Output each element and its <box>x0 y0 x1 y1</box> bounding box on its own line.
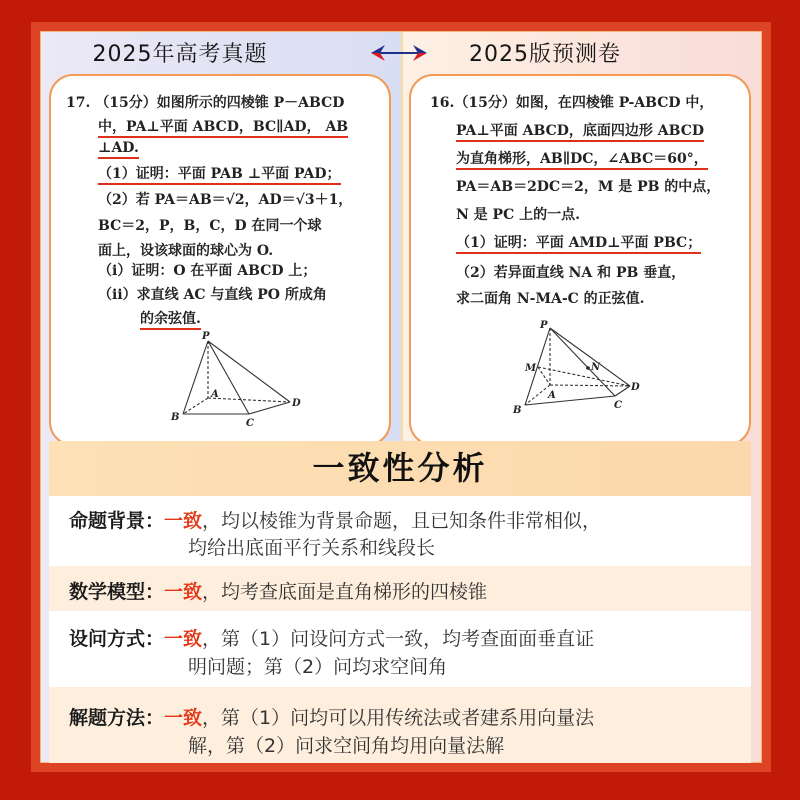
row-label: 设问方式： <box>69 628 165 650</box>
pyramid-figure-right <box>510 318 650 418</box>
condition-underlined: 为直角梯形，AB∥DC，∠ABC＝60°， <box>456 151 708 170</box>
question-line: N 是 PC 上的一点. <box>456 207 580 223</box>
question-line <box>456 232 701 252</box>
question-line <box>456 148 708 168</box>
row-text: ，第（1）问均可以用传统法或者建系用向量法 <box>202 707 595 729</box>
analysis-row-background <box>49 496 751 566</box>
question-line: BC＝2，P，B，C，D 在同一个球 <box>98 218 322 234</box>
analysis-row-question-style <box>49 611 751 687</box>
question-line <box>140 308 201 328</box>
pyramid-figure-left <box>165 330 315 430</box>
condition-underlined: PA⊥平面 ABCD，底面四边形 ABCD <box>456 123 704 142</box>
svg-text:C: C <box>614 400 622 411</box>
row-text-continued: 明问题；第（2）问均求空间角 <box>188 656 448 678</box>
question-line <box>98 140 139 156</box>
question-line <box>98 163 341 183</box>
question-line <box>98 116 348 136</box>
part1-underlined: （1）证明：平面 PAB ⊥平面 PAD； <box>98 166 341 185</box>
question-line <box>456 120 704 140</box>
double-arrow-icon <box>369 44 429 62</box>
right-column-title: 2025版预测卷 <box>469 42 621 67</box>
condition-underlined: 中，PA⊥平面 ABCD，BC∥AD， AB <box>98 119 348 138</box>
svg-text:P: P <box>202 331 210 342</box>
analysis-title: 一致性分析 <box>49 441 751 496</box>
row-label: 命题背景： <box>69 510 165 532</box>
question-line: 17. （15分）如图所示的四棱锥 P－ABCD <box>66 95 345 111</box>
question-line: （2）若异面直线 NA 和 PB 垂直， <box>456 265 686 281</box>
svg-text:B: B <box>513 405 522 416</box>
analysis-row-model <box>49 566 751 611</box>
question-line: 求二面角 N-MA-C 的正弦值. <box>456 291 645 307</box>
row-highlight: 一致 <box>164 581 203 603</box>
question-line: （2）若 PA＝AB＝√2，AD＝√3＋1， <box>98 192 353 208</box>
analysis-row-method <box>49 687 751 763</box>
row-highlight: 一致 <box>164 707 203 729</box>
svg-text:A: A <box>211 389 219 400</box>
row-highlight: 一致 <box>164 628 203 650</box>
question-line: PA＝AB＝2DC＝2，M 是 PB 的中点， <box>456 179 721 195</box>
svg-text:P: P <box>540 320 548 331</box>
question-line: 面上，设该球面的球心为 O. <box>98 243 274 259</box>
part1-underlined: （1）证明：平面 AMD⊥平面 PBC； <box>456 235 701 254</box>
svg-text:B: B <box>171 412 180 423</box>
question-line: 16.（15分）如图，在四棱锥 P-ABCD 中， <box>430 95 714 111</box>
row-text: ，均考查底面是直角梯形的四棱锥 <box>202 581 488 603</box>
row-highlight: 一致 <box>164 510 203 532</box>
svg-text:A: A <box>548 390 556 401</box>
svg-text:C: C <box>246 418 254 429</box>
question-line: （ⅰ）证明：O 在平面 ABCD 上； <box>98 263 317 279</box>
row-label: 解题方法： <box>69 707 165 729</box>
svg-text:N: N <box>591 362 601 373</box>
condition-underlined: ⊥AD. <box>98 140 139 159</box>
question-line: （ⅱ）求直线 AC 与直线 PO 所成角 <box>98 287 327 303</box>
svg-text:M: M <box>525 363 537 374</box>
row-text: ，第（1）问设问方式一致，均考查面面垂直证 <box>202 628 595 650</box>
svg-text:D: D <box>292 398 301 409</box>
row-text: ，均以棱锥为背景命题，且已知条件非常相似， <box>202 510 602 532</box>
row-label: 数学模型： <box>69 581 165 603</box>
row-text-continued: 解，第（2）问求空间角均用向量法解 <box>188 735 505 757</box>
left-column-title: 2025年高考真题 <box>92 42 268 67</box>
svg-text:D: D <box>631 382 640 393</box>
row-text-continued: 均给出底面平行关系和线段长 <box>188 537 436 559</box>
ask-underlined: 的余弦值. <box>140 311 201 330</box>
